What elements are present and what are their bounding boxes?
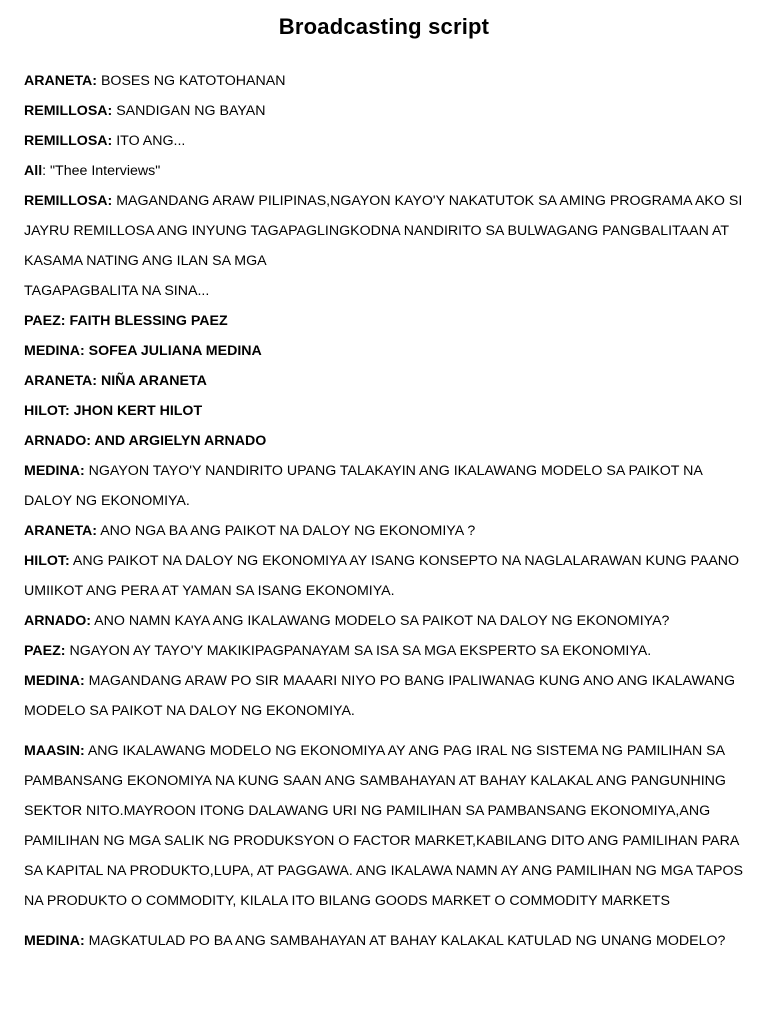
line-text: TAGAPAGBALITA NA SINA... bbox=[24, 283, 210, 299]
speaker-label: REMILLOSA: bbox=[24, 133, 113, 149]
script-line bbox=[24, 366, 744, 396]
document-title: Broadcasting script bbox=[278, 14, 490, 39]
script-line bbox=[24, 156, 744, 186]
speaker-label: All bbox=[24, 163, 43, 179]
script-line bbox=[24, 306, 744, 336]
line-text: NGAYON TAYO'Y NANDIRITO UPANG TALAKAYIN ANG IKALAWANG MODELO SA PAIKOT NA DALOY NG EKONOMIYA. bbox=[24, 463, 703, 509]
line-text: MAGANDANG ARAW PO SIR MAAARI NIYO PO BANG IPALIWANAG KUNG ANO ANG IKALAWANG MODELO SA PAIKOT NA DALOY NG EKONOMIYA. bbox=[24, 673, 736, 719]
speaker-label: REMILLOSA: bbox=[24, 193, 113, 209]
script-line bbox=[24, 666, 744, 726]
reporter-intro: MEDINA: SOFEA JULIANA MEDINA bbox=[24, 343, 262, 359]
script-line bbox=[24, 126, 744, 156]
line-text: ANG IKALAWANG MODELO NG EKONOMIYA AY ANG PAG IRAL NG SISTEMA NG PAMILIHAN SA PAMBANSANG EKONOMIYA NA KUNG SAAN ANG SAMBAHAYAN AT BAHAY KALAKAL ANG PANGUNHING SEKTOR NITO.MAYROON ITONG DALAWANG URI NG PAMILIHAN SA PAMBANSANG EKONOMIYA,ANG PAMILIHAN NG MGA SALIK NG PRODUKSYON O FACTOR MARKET,KABILANG DITO ANG PAMILIHAN PARA SA KAPITAL NA PRODUKTO,LUPA, AT PAGGAWA. ANG IKALAWA NAMN AY ANG PAMILIHAN NG MGA TAPOS NA PRODUKTO O COMMODITY, KILALA ITO BILANG GOODS MARKET O COMMODITY MARKETS bbox=[24, 743, 744, 909]
script-line bbox=[24, 516, 744, 546]
line-text: ANG PAIKOT NA DALOY NG EKONOMIYA AY ISANG KONSEPTO NA NAGLALARAWAN KUNG PAANO UMIIKOT ANG PERA AT YAMAN SA ISANG EKONOMIYA. bbox=[24, 553, 740, 599]
reporter-intro: HILOT: JHON KERT HILOT bbox=[24, 403, 203, 419]
line-text: SANDIGAN NG BAYAN bbox=[112, 103, 266, 119]
script-line bbox=[24, 186, 744, 276]
line-text: ANO NAMN KAYA ANG IKALAWANG MODELO SA PAIKOT NA DALOY NG EKONOMIYA? bbox=[91, 613, 670, 629]
script-line bbox=[24, 456, 744, 516]
speaker-label: MEDINA: bbox=[24, 673, 85, 689]
script-line bbox=[24, 66, 744, 96]
script-line bbox=[24, 636, 744, 666]
speaker-label: ARANETA: bbox=[24, 73, 98, 89]
speaker-label: ARANETA: bbox=[24, 523, 98, 539]
script-line bbox=[24, 606, 744, 636]
reporter-intro: ARNADO: AND ARGIELYN ARNADO bbox=[24, 433, 267, 449]
script-line bbox=[24, 336, 744, 366]
line-text: MAGANDANG ARAW PILIPINAS,NGAYON KAYO'Y NAKATUTOK SA AMING PROGRAMA AKO SI JAYRU REMILLOSA ANG INYUNG TAGAPAGLINGKODNA NANDIRITO SA BULWAGANG PANGBALITAAN AT KASAMA NATING ANG ILAN SA MGA bbox=[24, 193, 743, 269]
speaker-label: MAASIN: bbox=[24, 743, 85, 759]
line-text: MAGKATULAD PO BA ANG SAMBAHAYAN AT BAHAY KALAKAL KATULAD NG UNANG MODELO? bbox=[84, 933, 726, 949]
line-text: BOSES NG KATOTOHANAN bbox=[97, 73, 286, 89]
script-line bbox=[24, 96, 744, 126]
script-line bbox=[24, 926, 744, 956]
script-line bbox=[24, 426, 744, 456]
line-text: ANO NGA BA ANG PAIKOT NA DALOY NG EKONOMIYA ? bbox=[97, 523, 476, 539]
script-line bbox=[24, 276, 744, 306]
line-text: : "Thee Interviews" bbox=[42, 163, 161, 179]
speaker-label: MEDINA: bbox=[24, 933, 85, 949]
speaker-label: HILOT: bbox=[24, 553, 70, 569]
line-text: ITO ANG... bbox=[112, 133, 186, 149]
line-text: NGAYON AY TAYO'Y MAKIKIPAGPANAYAM SA ISA SA MGA EKSPERTO SA EKONOMIYA. bbox=[65, 643, 652, 659]
reporter-intro: PAEZ: FAITH BLESSING PAEZ bbox=[24, 313, 228, 329]
speaker-label: PAEZ: bbox=[24, 643, 66, 659]
speaker-label: ARNADO: bbox=[24, 613, 91, 629]
script-line bbox=[24, 546, 744, 606]
script-line bbox=[24, 396, 744, 426]
reporter-intro: ARANETA: NIÑA ARANETA bbox=[24, 373, 207, 389]
speaker-label: MEDINA: bbox=[24, 463, 85, 479]
speaker-label: REMILLOSA: bbox=[24, 103, 113, 119]
script-line bbox=[24, 736, 744, 916]
